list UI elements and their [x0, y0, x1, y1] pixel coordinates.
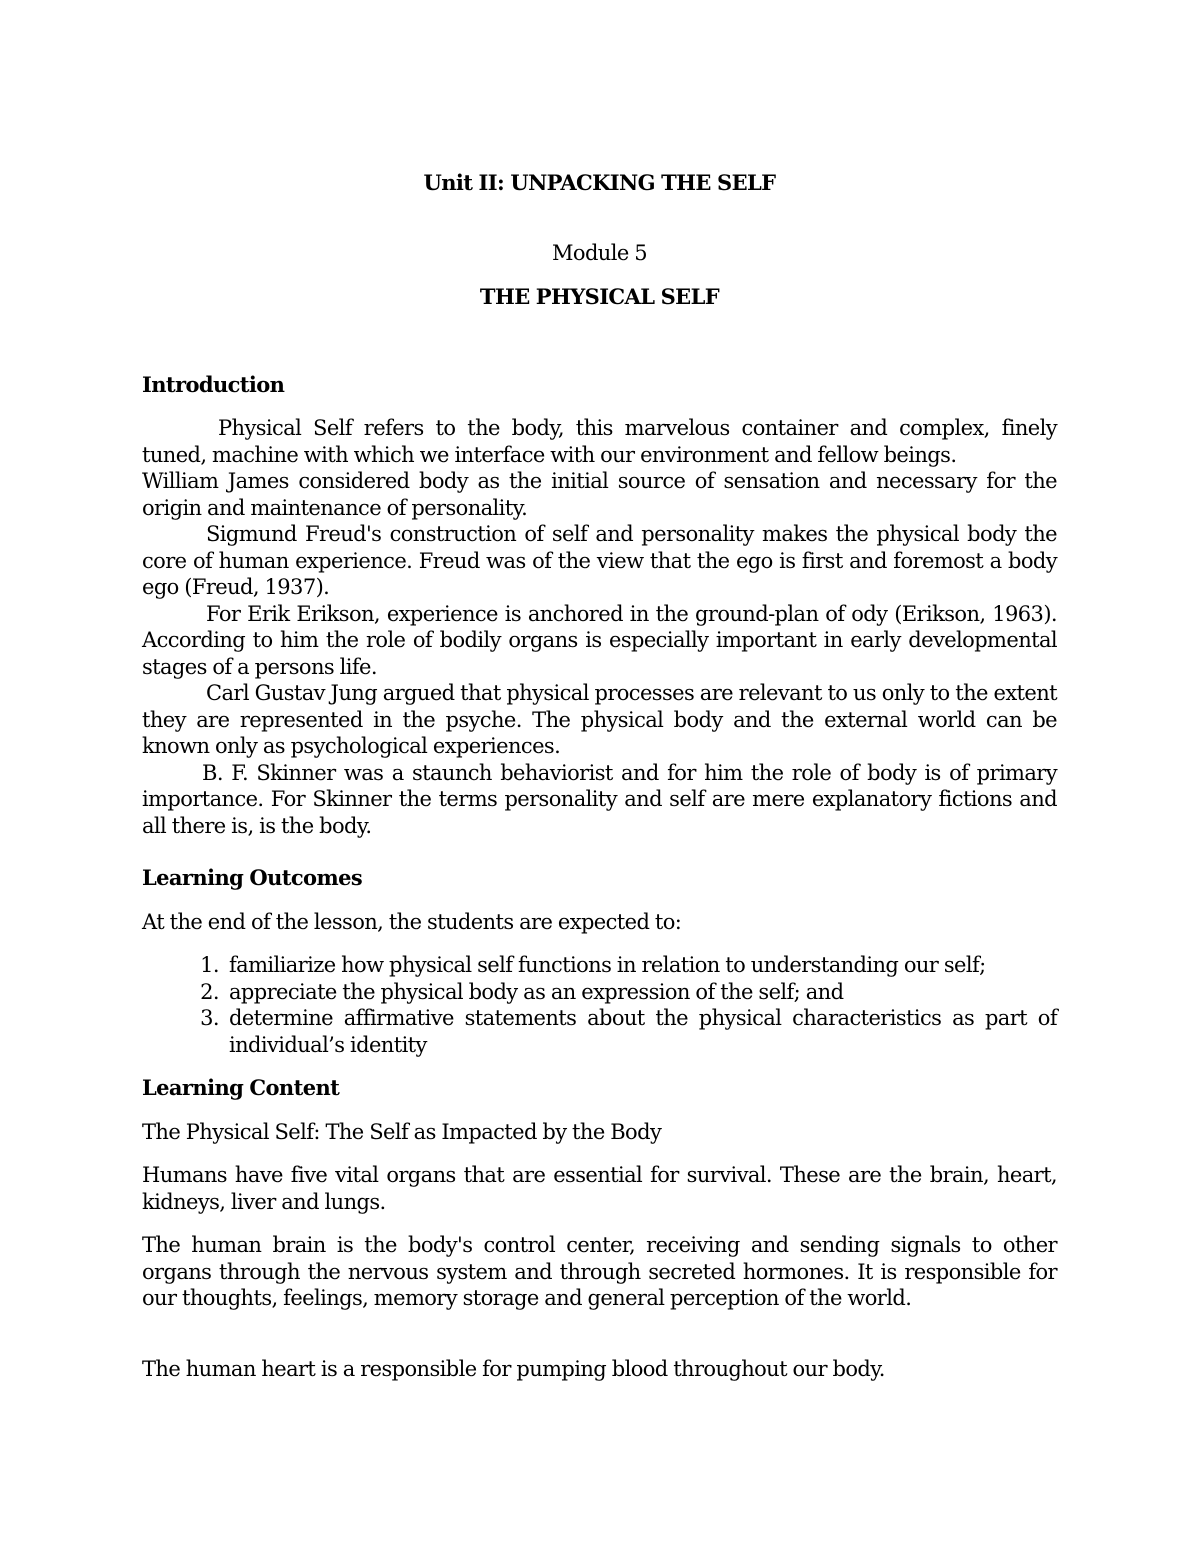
list-item — [142, 952, 1057, 979]
learning-outcomes-heading: Learning Outcomes — [142, 865, 363, 890]
intro-paragraph: Carl Gustav Jung argued that physical processes are relevant to us only to the extent they are represented in the psyche. The physical body and the external world can be known only as psychological experiences. — [142, 681, 1057, 758]
unit-title: Unit II: UNPACKING THE SELF — [423, 170, 776, 195]
list-item — [142, 1005, 1057, 1058]
intro-paragraph: For Erik Erikson, experience is anchored in the ground-plan of ody (Erikson, 1963). According to him the role of bodily organs is especially important in early developmental stages of a persons life. — [142, 601, 1057, 679]
intro-paragraph: William James considered body as the initial source of sensation and necessary for the origin and maintenance of personality. — [142, 469, 1057, 520]
document-body — [142, 170, 1057, 1399]
learning-content-subtitle: The Physical Self: The Self as Impacted by the Body — [142, 1119, 662, 1144]
list-item-text: determine affirmative statements about the physical characteristics as part of individual’s identity — [229, 1006, 1057, 1057]
intro-paragraph: B. F. Skinner was a staunch behaviorist and for him the role of body is of primary importance. For Skinner the terms personality and self are mere explanatory fictions and all there is, is the body. — [142, 760, 1057, 838]
list-item-text: appreciate the physical body as an expression of the self; and — [229, 979, 844, 1004]
intro-paragraph: Sigmund Freud's construction of self and personality makes the physical body the core of human experience. Freud was of the view that the ego is first and foremost a body ego (Freud, 1937). — [142, 522, 1057, 599]
introduction-section — [142, 415, 1057, 839]
learning-outcomes-list — [142, 952, 1057, 1058]
list-item-text: familiarize how physical self functions in relation to understanding our self; — [229, 953, 986, 977]
list-item-number: 3. — [200, 1006, 219, 1030]
content-paragraph: Humans have five vital organs that are essential for survival. These are the brain, heart, kidneys, liver and lungs. — [142, 1163, 1057, 1214]
content-paragraph: The human brain is the body's control center, receiving and sending signals to other organs through the nervous system and through secreted hormones. It is responsible for our thoughts, feelings, memory storage and general perception of the world. — [142, 1233, 1057, 1310]
list-item-number: 2. — [200, 979, 219, 1004]
module-title: THE PHYSICAL SELF — [479, 284, 720, 309]
intro-paragraph: Physical Self refers to the body, this marvelous container and complex, finely tuned, machine with which we interface with our environment and fellow beings. — [142, 416, 1057, 467]
learning-content-heading: Learning Content — [142, 1075, 340, 1100]
list-item — [142, 979, 1057, 1006]
module-label: Module 5 — [552, 240, 647, 265]
introduction-heading: Introduction — [142, 371, 285, 397]
content-paragraph: The human heart is a responsible for pumping blood throughout our body. — [142, 1356, 885, 1381]
learning-outcomes-lead: At the end of the lesson, the students are expected to: — [142, 909, 682, 934]
list-item-number: 1. — [200, 953, 219, 977]
